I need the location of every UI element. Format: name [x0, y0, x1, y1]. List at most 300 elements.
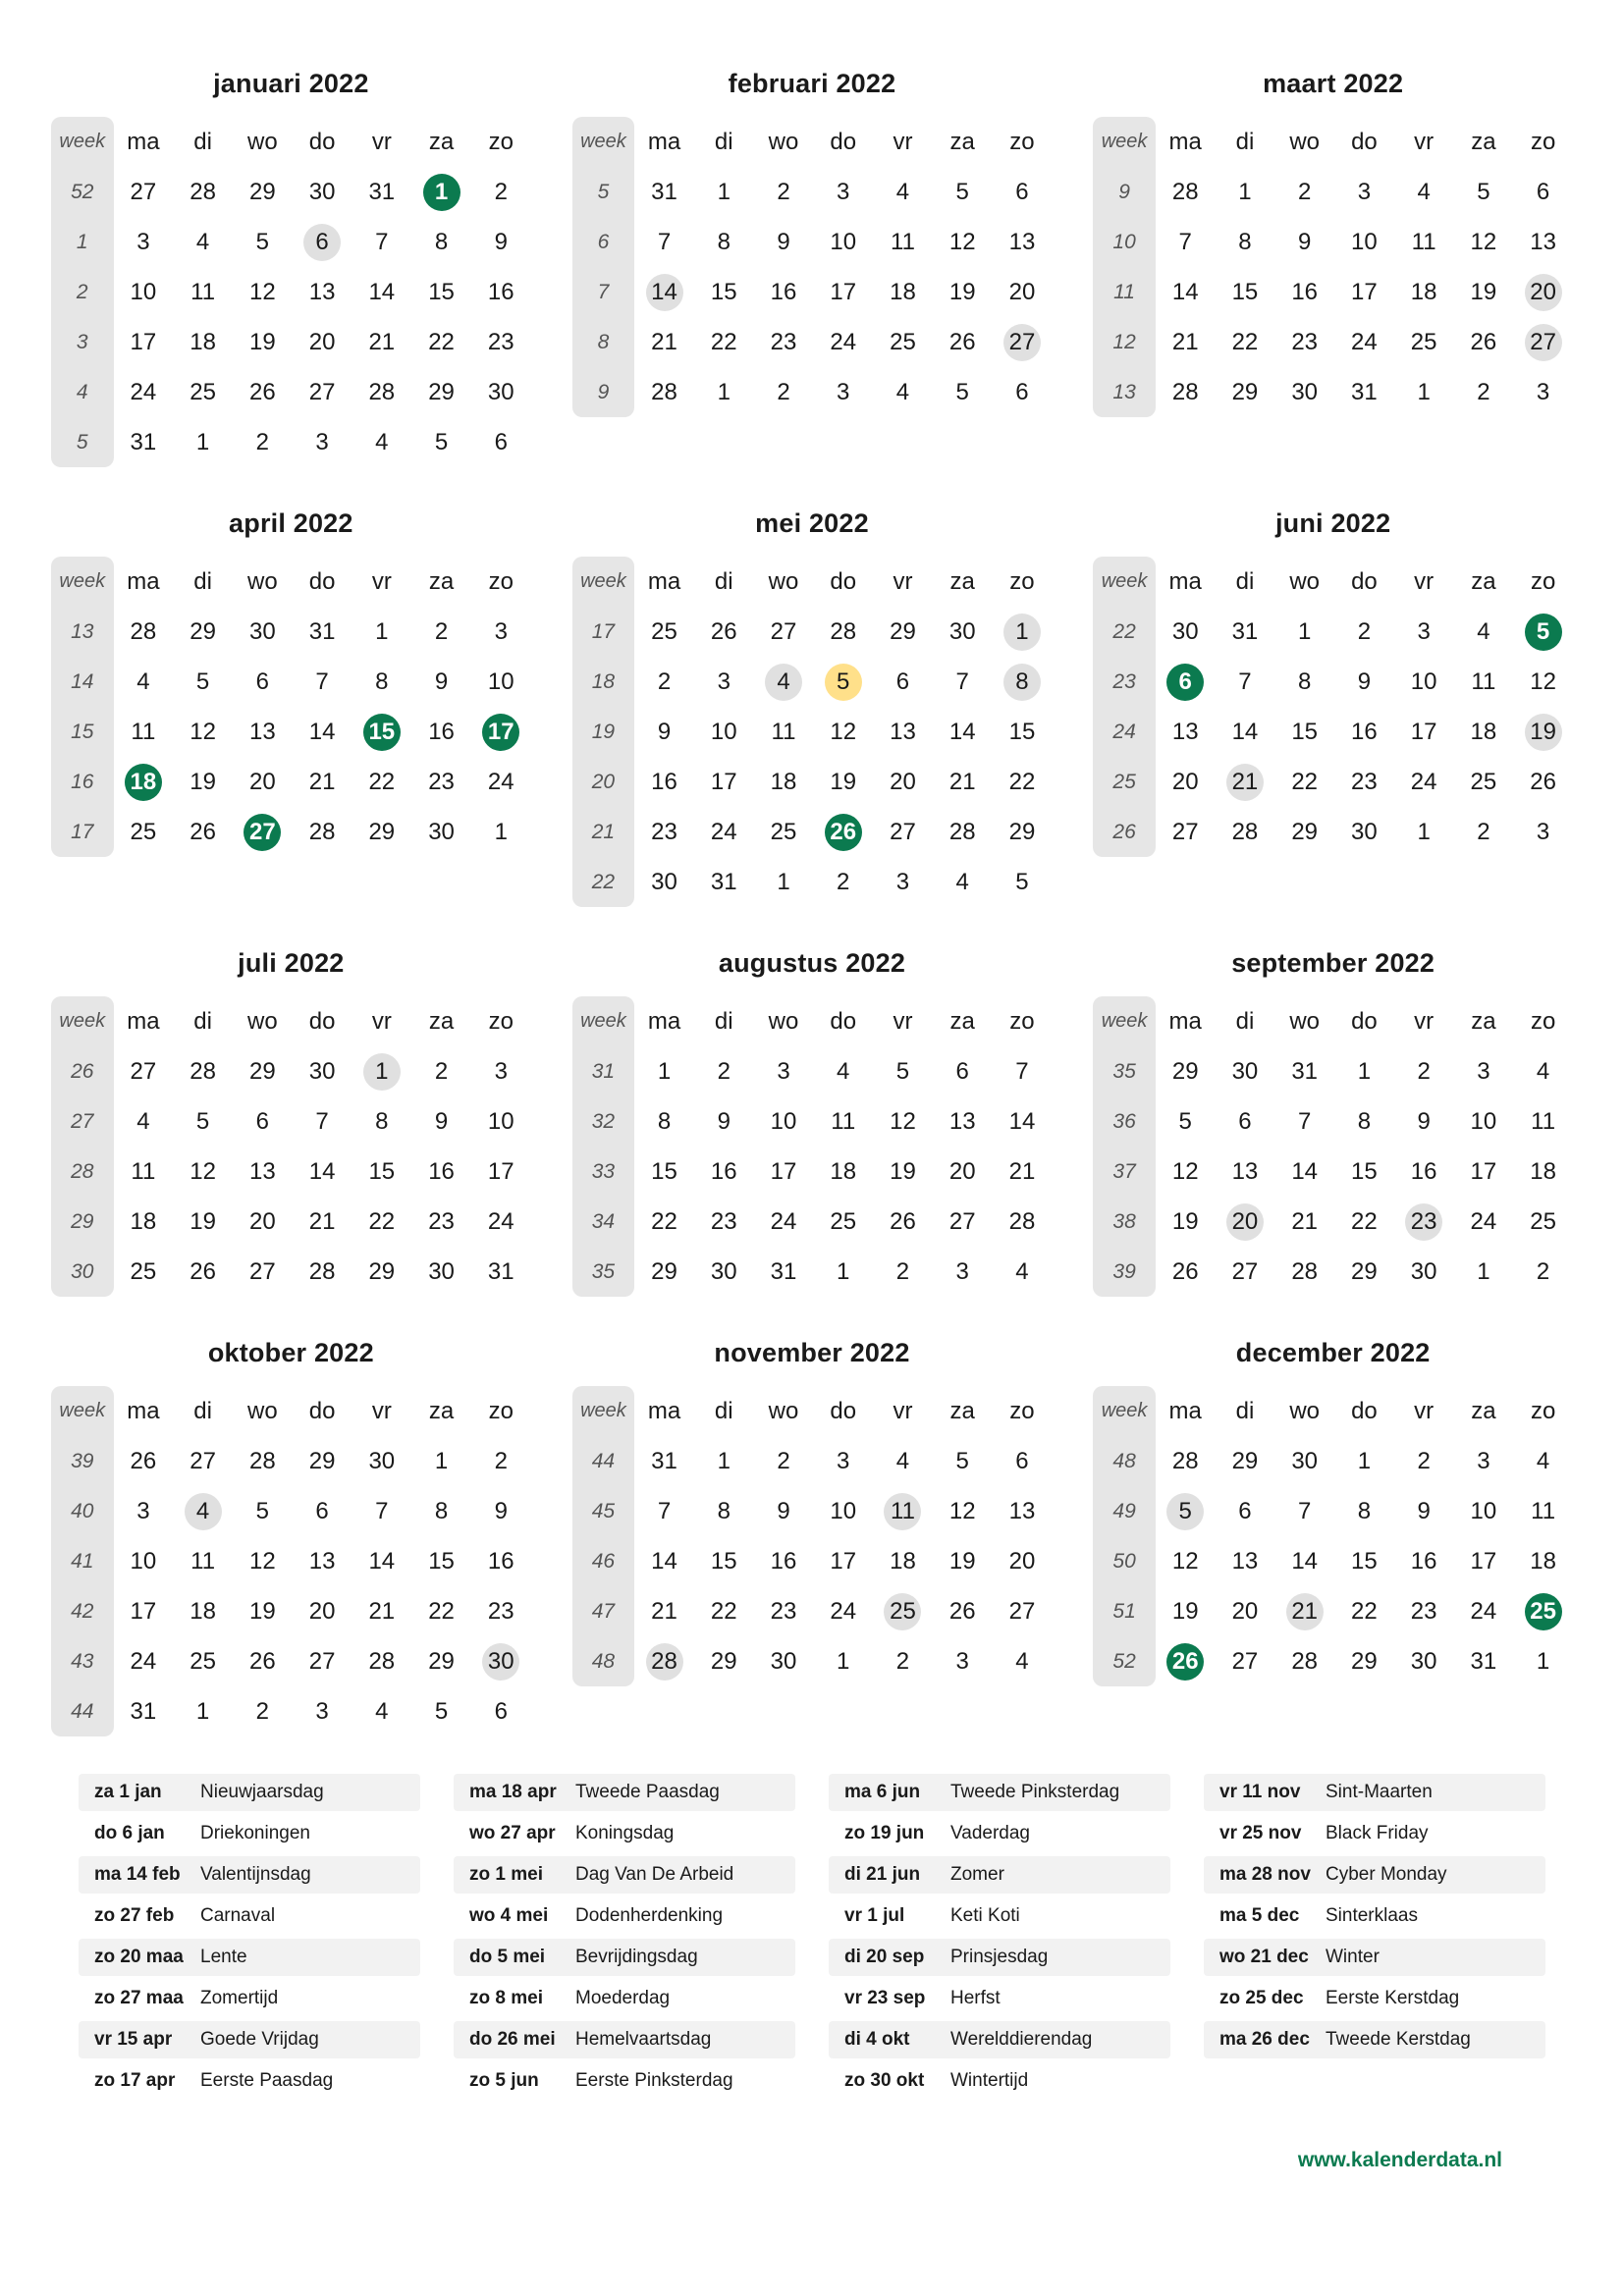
website-link[interactable]: www.kalenderdata.nl [1297, 2149, 1502, 2171]
day-cell[interactable] [1216, 1046, 1275, 1096]
day-cell[interactable] [993, 707, 1053, 757]
day-cell[interactable] [873, 807, 933, 857]
day-cell[interactable] [634, 1096, 694, 1147]
day-cell[interactable] [993, 217, 1053, 267]
day-cell[interactable] [813, 1147, 873, 1197]
day-cell[interactable] [933, 167, 993, 217]
day-cell[interactable] [1216, 1247, 1275, 1297]
day-cell[interactable] [873, 1247, 933, 1297]
day-cell[interactable] [352, 317, 411, 367]
day-cell[interactable] [634, 1147, 694, 1197]
day-cell[interactable] [634, 167, 694, 217]
day-cell[interactable] [173, 317, 233, 367]
day-cell[interactable] [1394, 707, 1454, 757]
day-cell[interactable] [233, 167, 293, 217]
day-cell[interactable] [233, 1247, 293, 1297]
day-cell[interactable] [293, 607, 352, 657]
day-cell[interactable] [411, 1046, 471, 1096]
day-cell[interactable] [1454, 1147, 1514, 1197]
day-cell[interactable] [754, 1247, 814, 1297]
day-cell[interactable] [1156, 1096, 1216, 1147]
day-cell[interactable] [293, 1686, 352, 1736]
day-cell[interactable] [694, 657, 754, 707]
day-cell[interactable] [411, 657, 471, 707]
day-cell[interactable] [173, 1147, 233, 1197]
day-cell[interactable] [933, 1197, 993, 1247]
day-cell[interactable] [993, 1247, 1053, 1297]
day-cell[interactable] [411, 417, 471, 467]
day-cell[interactable] [352, 1586, 411, 1636]
day-cell[interactable] [1274, 757, 1334, 807]
day-cell[interactable] [173, 417, 233, 467]
day-cell[interactable] [173, 757, 233, 807]
day-cell[interactable] [873, 1147, 933, 1197]
day-cell[interactable] [694, 1096, 754, 1147]
day-cell[interactable] [933, 607, 993, 657]
day-cell[interactable] [1274, 367, 1334, 417]
day-cell[interactable] [933, 317, 993, 367]
day-cell[interactable] [694, 1197, 754, 1247]
day-cell[interactable] [993, 657, 1053, 707]
day-cell[interactable] [1513, 607, 1573, 657]
day-cell[interactable] [233, 417, 293, 467]
day-cell[interactable] [993, 1147, 1053, 1197]
day-cell[interactable] [352, 417, 411, 467]
day-cell[interactable] [173, 217, 233, 267]
day-cell[interactable] [352, 267, 411, 317]
day-cell[interactable] [1394, 807, 1454, 857]
day-cell[interactable] [1394, 607, 1454, 657]
day-cell[interactable] [1156, 757, 1216, 807]
day-cell[interactable] [873, 367, 933, 417]
day-cell[interactable] [1454, 167, 1514, 217]
day-cell[interactable] [471, 1636, 531, 1686]
day-cell[interactable] [114, 807, 174, 857]
day-cell[interactable] [233, 267, 293, 317]
day-cell[interactable] [352, 1096, 411, 1147]
day-cell[interactable] [1394, 1486, 1454, 1536]
day-cell[interactable] [1334, 1486, 1394, 1536]
day-cell[interactable] [411, 217, 471, 267]
day-cell[interactable] [694, 1536, 754, 1586]
day-cell[interactable] [694, 1486, 754, 1536]
day-cell[interactable] [293, 657, 352, 707]
day-cell[interactable] [114, 1197, 174, 1247]
day-cell[interactable] [1216, 1636, 1275, 1686]
day-cell[interactable] [873, 857, 933, 907]
day-cell[interactable] [293, 1046, 352, 1096]
day-cell[interactable] [813, 217, 873, 267]
day-cell[interactable] [1334, 1147, 1394, 1197]
day-cell[interactable] [634, 1436, 694, 1486]
day-cell[interactable] [411, 607, 471, 657]
day-cell[interactable] [1454, 657, 1514, 707]
day-cell[interactable] [1216, 217, 1275, 267]
day-cell[interactable] [293, 317, 352, 367]
day-cell[interactable] [694, 1247, 754, 1297]
day-cell[interactable] [754, 1147, 814, 1197]
day-cell[interactable] [1274, 807, 1334, 857]
day-cell[interactable] [1513, 267, 1573, 317]
day-cell[interactable] [1274, 167, 1334, 217]
day-cell[interactable] [1334, 367, 1394, 417]
day-cell[interactable] [352, 657, 411, 707]
day-cell[interactable] [114, 167, 174, 217]
day-cell[interactable] [993, 1586, 1053, 1636]
day-cell[interactable] [1216, 707, 1275, 757]
day-cell[interactable] [1513, 1536, 1573, 1586]
day-cell[interactable] [634, 807, 694, 857]
day-cell[interactable] [754, 1436, 814, 1486]
day-cell[interactable] [352, 1197, 411, 1247]
day-cell[interactable] [293, 1636, 352, 1686]
day-cell[interactable] [813, 1436, 873, 1486]
day-cell[interactable] [233, 317, 293, 367]
day-cell[interactable] [873, 757, 933, 807]
day-cell[interactable] [1216, 1147, 1275, 1197]
day-cell[interactable] [933, 1536, 993, 1586]
day-cell[interactable] [1274, 1636, 1334, 1686]
day-cell[interactable] [1156, 1436, 1216, 1486]
day-cell[interactable] [293, 417, 352, 467]
day-cell[interactable] [1274, 1536, 1334, 1586]
day-cell[interactable] [471, 1046, 531, 1096]
day-cell[interactable] [114, 1636, 174, 1686]
day-cell[interactable] [173, 1486, 233, 1536]
day-cell[interactable] [754, 757, 814, 807]
day-cell[interactable] [813, 317, 873, 367]
day-cell[interactable] [1216, 1436, 1275, 1486]
day-cell[interactable] [1513, 367, 1573, 417]
day-cell[interactable] [933, 367, 993, 417]
day-cell[interactable] [233, 1536, 293, 1586]
day-cell[interactable] [173, 1197, 233, 1247]
day-cell[interactable] [233, 1686, 293, 1736]
day-cell[interactable] [173, 1686, 233, 1736]
day-cell[interactable] [411, 1686, 471, 1736]
day-cell[interactable] [993, 317, 1053, 367]
day-cell[interactable] [173, 1586, 233, 1636]
day-cell[interactable] [1394, 1436, 1454, 1486]
day-cell[interactable] [233, 657, 293, 707]
day-cell[interactable] [293, 707, 352, 757]
day-cell[interactable] [1216, 317, 1275, 367]
day-cell[interactable] [233, 217, 293, 267]
day-cell[interactable] [813, 707, 873, 757]
day-cell[interactable] [1274, 267, 1334, 317]
day-cell[interactable] [873, 1636, 933, 1686]
day-cell[interactable] [1394, 217, 1454, 267]
day-cell[interactable] [173, 1536, 233, 1586]
day-cell[interactable] [1454, 217, 1514, 267]
day-cell[interactable] [873, 707, 933, 757]
day-cell[interactable] [1334, 1046, 1394, 1096]
day-cell[interactable] [1334, 657, 1394, 707]
day-cell[interactable] [352, 1436, 411, 1486]
day-cell[interactable] [754, 607, 814, 657]
day-cell[interactable] [233, 1586, 293, 1636]
day-cell[interactable] [1454, 807, 1514, 857]
day-cell[interactable] [754, 267, 814, 317]
day-cell[interactable] [1156, 367, 1216, 417]
day-cell[interactable] [694, 317, 754, 367]
day-cell[interactable] [933, 657, 993, 707]
day-cell[interactable] [1334, 1636, 1394, 1686]
day-cell[interactable] [694, 1636, 754, 1686]
day-cell[interactable] [471, 1586, 531, 1636]
day-cell[interactable] [1334, 1247, 1394, 1297]
day-cell[interactable] [1454, 1436, 1514, 1486]
day-cell[interactable] [411, 707, 471, 757]
day-cell[interactable] [173, 707, 233, 757]
day-cell[interactable] [1274, 1147, 1334, 1197]
day-cell[interactable] [933, 1486, 993, 1536]
day-cell[interactable] [634, 757, 694, 807]
day-cell[interactable] [1334, 757, 1394, 807]
day-cell[interactable] [933, 1436, 993, 1486]
day-cell[interactable] [1394, 1197, 1454, 1247]
day-cell[interactable] [754, 657, 814, 707]
day-cell[interactable] [114, 1486, 174, 1536]
day-cell[interactable] [1454, 367, 1514, 417]
day-cell[interactable] [754, 707, 814, 757]
day-cell[interactable] [1216, 1486, 1275, 1536]
day-cell[interactable] [173, 1046, 233, 1096]
day-cell[interactable] [694, 267, 754, 317]
day-cell[interactable] [1334, 217, 1394, 267]
day-cell[interactable] [1216, 267, 1275, 317]
day-cell[interactable] [993, 607, 1053, 657]
day-cell[interactable] [1454, 267, 1514, 317]
day-cell[interactable] [1454, 317, 1514, 367]
day-cell[interactable] [293, 367, 352, 417]
day-cell[interactable] [1216, 657, 1275, 707]
day-cell[interactable] [1334, 1197, 1394, 1247]
day-cell[interactable] [1394, 1636, 1454, 1686]
day-cell[interactable] [471, 1436, 531, 1486]
day-cell[interactable] [233, 1636, 293, 1686]
day-cell[interactable] [993, 1636, 1053, 1686]
day-cell[interactable] [1513, 1436, 1573, 1486]
day-cell[interactable] [873, 217, 933, 267]
day-cell[interactable] [1513, 1586, 1573, 1636]
day-cell[interactable] [754, 1197, 814, 1247]
day-cell[interactable] [293, 1486, 352, 1536]
day-cell[interactable] [471, 417, 531, 467]
day-cell[interactable] [1334, 1586, 1394, 1636]
day-cell[interactable] [933, 267, 993, 317]
day-cell[interactable] [352, 1486, 411, 1536]
day-cell[interactable] [1454, 1096, 1514, 1147]
day-cell[interactable] [1394, 1247, 1454, 1297]
day-cell[interactable] [173, 1096, 233, 1147]
day-cell[interactable] [471, 807, 531, 857]
day-cell[interactable] [411, 1536, 471, 1586]
day-cell[interactable] [471, 757, 531, 807]
day-cell[interactable] [694, 217, 754, 267]
day-cell[interactable] [114, 1586, 174, 1636]
day-cell[interactable] [352, 807, 411, 857]
day-cell[interactable] [471, 657, 531, 707]
day-cell[interactable] [813, 607, 873, 657]
day-cell[interactable] [471, 1686, 531, 1736]
day-cell[interactable] [634, 1197, 694, 1247]
day-cell[interactable] [352, 707, 411, 757]
day-cell[interactable] [1156, 167, 1216, 217]
day-cell[interactable] [1334, 607, 1394, 657]
day-cell[interactable] [1394, 1046, 1454, 1096]
day-cell[interactable] [233, 1197, 293, 1247]
day-cell[interactable] [471, 1147, 531, 1197]
day-cell[interactable] [114, 267, 174, 317]
day-cell[interactable] [114, 607, 174, 657]
day-cell[interactable] [1216, 167, 1275, 217]
day-cell[interactable] [114, 217, 174, 267]
day-cell[interactable] [293, 807, 352, 857]
day-cell[interactable] [813, 167, 873, 217]
day-cell[interactable] [694, 1046, 754, 1096]
day-cell[interactable] [873, 657, 933, 707]
day-cell[interactable] [813, 807, 873, 857]
day-cell[interactable] [1216, 807, 1275, 857]
day-cell[interactable] [813, 1636, 873, 1686]
day-cell[interactable] [933, 1636, 993, 1686]
day-cell[interactable] [1274, 1486, 1334, 1536]
day-cell[interactable] [813, 1046, 873, 1096]
day-cell[interactable] [634, 857, 694, 907]
day-cell[interactable] [634, 217, 694, 267]
day-cell[interactable] [173, 807, 233, 857]
day-cell[interactable] [1454, 1197, 1514, 1247]
day-cell[interactable] [233, 1486, 293, 1536]
day-cell[interactable] [754, 857, 814, 907]
day-cell[interactable] [471, 167, 531, 217]
day-cell[interactable] [471, 317, 531, 367]
day-cell[interactable] [471, 1536, 531, 1586]
day-cell[interactable] [411, 267, 471, 317]
day-cell[interactable] [173, 657, 233, 707]
day-cell[interactable] [1513, 1636, 1573, 1686]
day-cell[interactable] [411, 1436, 471, 1486]
day-cell[interactable] [1274, 1586, 1334, 1636]
day-cell[interactable] [1274, 1096, 1334, 1147]
day-cell[interactable] [233, 1147, 293, 1197]
day-cell[interactable] [1454, 607, 1514, 657]
day-cell[interactable] [1394, 757, 1454, 807]
day-cell[interactable] [1513, 167, 1573, 217]
day-cell[interactable] [233, 1046, 293, 1096]
day-cell[interactable] [634, 607, 694, 657]
day-cell[interactable] [754, 167, 814, 217]
day-cell[interactable] [1454, 1046, 1514, 1096]
day-cell[interactable] [1513, 1197, 1573, 1247]
day-cell[interactable] [173, 607, 233, 657]
day-cell[interactable] [411, 1486, 471, 1536]
day-cell[interactable] [293, 1147, 352, 1197]
day-cell[interactable] [694, 1586, 754, 1636]
day-cell[interactable] [813, 267, 873, 317]
day-cell[interactable] [352, 1636, 411, 1686]
day-cell[interactable] [1274, 607, 1334, 657]
day-cell[interactable] [933, 1586, 993, 1636]
day-cell[interactable] [411, 1636, 471, 1686]
day-cell[interactable] [634, 1486, 694, 1536]
day-cell[interactable] [1513, 807, 1573, 857]
day-cell[interactable] [114, 367, 174, 417]
day-cell[interactable] [352, 1686, 411, 1736]
day-cell[interactable] [352, 607, 411, 657]
day-cell[interactable] [694, 1436, 754, 1486]
day-cell[interactable] [233, 367, 293, 417]
day-cell[interactable] [933, 1247, 993, 1297]
day-cell[interactable] [1274, 317, 1334, 367]
day-cell[interactable] [1156, 807, 1216, 857]
day-cell[interactable] [694, 857, 754, 907]
day-cell[interactable] [694, 807, 754, 857]
day-cell[interactable] [1156, 657, 1216, 707]
day-cell[interactable] [1394, 657, 1454, 707]
day-cell[interactable] [694, 757, 754, 807]
day-cell[interactable] [114, 1686, 174, 1736]
day-cell[interactable] [114, 317, 174, 367]
day-cell[interactable] [634, 1536, 694, 1586]
day-cell[interactable] [993, 1436, 1053, 1486]
day-cell[interactable] [411, 1247, 471, 1297]
day-cell[interactable] [873, 1197, 933, 1247]
day-cell[interactable] [471, 1247, 531, 1297]
day-cell[interactable] [873, 607, 933, 657]
day-cell[interactable] [471, 1486, 531, 1536]
day-cell[interactable] [411, 1197, 471, 1247]
day-cell[interactable] [233, 757, 293, 807]
day-cell[interactable] [1454, 1586, 1514, 1636]
day-cell[interactable] [873, 1046, 933, 1096]
day-cell[interactable] [1156, 607, 1216, 657]
day-cell[interactable] [1274, 1436, 1334, 1486]
day-cell[interactable] [933, 1147, 993, 1197]
day-cell[interactable] [411, 1586, 471, 1636]
day-cell[interactable] [411, 167, 471, 217]
day-cell[interactable] [1274, 707, 1334, 757]
day-cell[interactable] [114, 1436, 174, 1486]
day-cell[interactable] [352, 1536, 411, 1586]
day-cell[interactable] [1216, 757, 1275, 807]
day-cell[interactable] [1274, 1247, 1334, 1297]
day-cell[interactable] [933, 707, 993, 757]
day-cell[interactable] [933, 757, 993, 807]
day-cell[interactable] [1513, 1247, 1573, 1297]
day-cell[interactable] [1156, 217, 1216, 267]
day-cell[interactable] [173, 267, 233, 317]
day-cell[interactable] [1334, 1436, 1394, 1486]
day-cell[interactable] [634, 267, 694, 317]
day-cell[interactable] [754, 1486, 814, 1536]
day-cell[interactable] [1216, 1096, 1275, 1147]
day-cell[interactable] [813, 1096, 873, 1147]
day-cell[interactable] [873, 1486, 933, 1536]
day-cell[interactable] [1156, 1536, 1216, 1586]
day-cell[interactable] [1156, 1147, 1216, 1197]
day-cell[interactable] [754, 1586, 814, 1636]
day-cell[interactable] [813, 757, 873, 807]
day-cell[interactable] [1454, 707, 1514, 757]
day-cell[interactable] [1513, 1147, 1573, 1197]
day-cell[interactable] [634, 1247, 694, 1297]
day-cell[interactable] [173, 1636, 233, 1686]
day-cell[interactable] [1156, 1046, 1216, 1096]
day-cell[interactable] [993, 757, 1053, 807]
day-cell[interactable] [1334, 1536, 1394, 1586]
